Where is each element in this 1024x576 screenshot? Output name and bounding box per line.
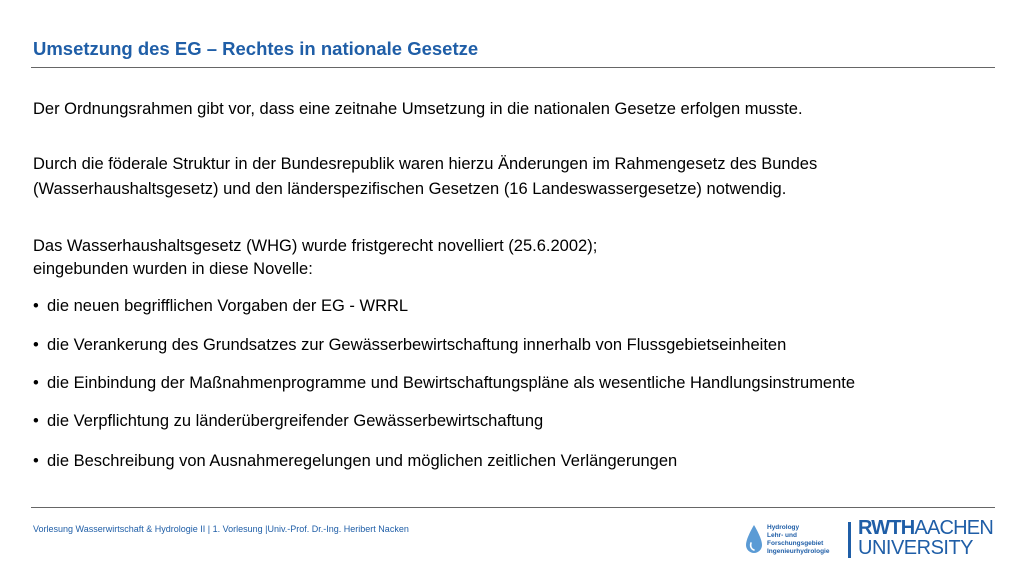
list-item-text: die neuen begrifflichen Vorgaben der EG - WRRL bbox=[47, 297, 409, 315]
footer-divider bbox=[31, 507, 995, 508]
bullet-marker: • bbox=[33, 336, 39, 354]
slide-title: Umsetzung des EG – Rechtes in nationale Gesetze bbox=[33, 38, 479, 59]
list-item-text: die Verpflichtung zu länderübergreifender Gewässerbewirtschaftung bbox=[47, 412, 544, 430]
paragraph-whg-line-2: eingebunden wurden in diese Novelle: bbox=[33, 260, 313, 278]
list-item bbox=[33, 450, 677, 473]
hydro-line: Ingenieurhydrologie bbox=[767, 548, 830, 555]
list-item bbox=[33, 410, 543, 433]
university-wordmark: UNIVERSITY bbox=[858, 537, 974, 559]
list-item bbox=[33, 295, 408, 318]
list-item-text: die Einbindung der Maßnahmenprogramme und Bewirtschaftungspläne als wesentliche Handlungsinstrumente bbox=[47, 374, 856, 392]
hydro-line: Hydrology bbox=[767, 524, 800, 531]
bullet-marker: • bbox=[33, 297, 39, 315]
hydrology-logo-text bbox=[767, 524, 829, 556]
water-drop-icon bbox=[745, 524, 763, 561]
hydro-line: Lehr- und bbox=[767, 532, 797, 539]
bullet-marker: • bbox=[33, 374, 39, 392]
footer-text: Vorlesung Wasserwirtschaft & Hydrologie II | 1. Vorlesung |Univ.-Prof. Dr.-Ing. Heribert Nacken bbox=[33, 524, 409, 534]
list-item bbox=[33, 372, 855, 395]
logo-separator bbox=[848, 522, 851, 558]
aachen-wordmark: AACHEN bbox=[914, 517, 993, 539]
list-item-text: die Verankerung des Grundsatzes zur Gewässerbewirtschaftung innerhalb von Flussgebietseinheiten bbox=[47, 336, 787, 354]
rwth-wordmark: RWTH bbox=[858, 517, 915, 539]
title-divider bbox=[31, 67, 995, 68]
paragraph-federal-line-2: (Wasserhaushaltsgesetz) und den länderspezifischen Gesetzen (16 Landeswassergesetze) notwendig. bbox=[33, 180, 787, 198]
paragraph-whg-line-1: Das Wasserhaushaltsgesetz (WHG) wurde fristgerecht novelliert (25.6.2002); bbox=[33, 237, 598, 255]
rwth-logo bbox=[858, 518, 993, 558]
paragraph-federal-line-1: Durch die föderale Struktur in der Bundesrepublik waren hierzu Änderungen im Rahmengesetz des Bundes bbox=[33, 155, 818, 173]
bullet-marker: • bbox=[33, 412, 39, 430]
list-item bbox=[33, 334, 786, 357]
paragraph-framework: Der Ordnungsrahmen gibt vor, dass eine zeitnahe Umsetzung in die nationalen Gesetze erfolgen musste. bbox=[33, 100, 803, 118]
list-item-text: die Beschreibung von Ausnahmeregelungen und möglichen zeitlichen Verlängerungen bbox=[47, 452, 678, 470]
bullet-marker: • bbox=[33, 452, 39, 470]
hydro-line: Forschungsgebiet bbox=[767, 540, 824, 547]
